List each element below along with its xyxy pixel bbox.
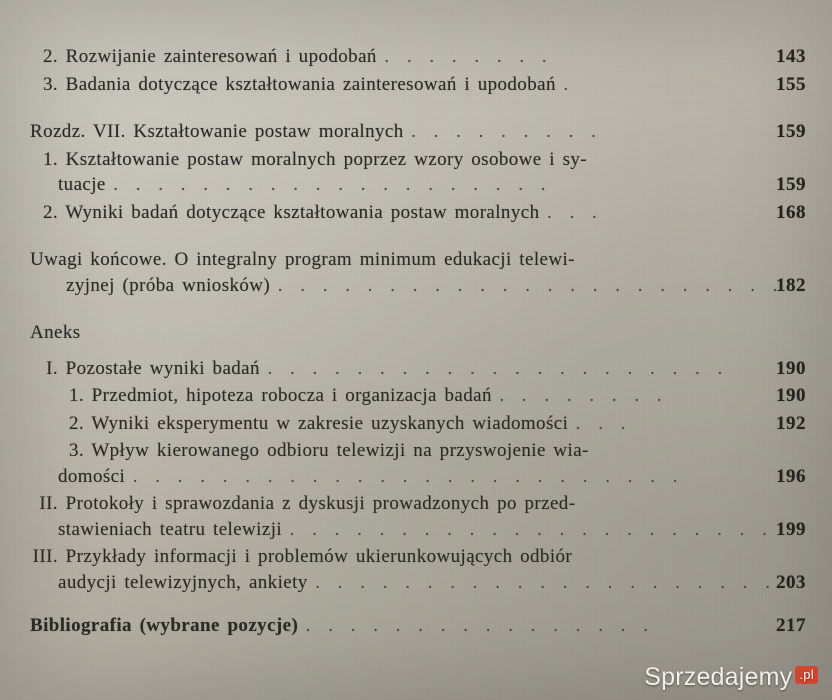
toc-chapter-title: Rozdz. VII. Kształtowanie postaw moralnych xyxy=(30,121,404,142)
leader-dots: . . . . . . . . . . . . . . . . xyxy=(305,615,654,635)
toc-entry xyxy=(30,491,806,542)
toc-line xyxy=(30,438,806,464)
toc-line-continuation xyxy=(30,172,806,198)
toc-title-cont: audycji telewizyjnych, ankiety xyxy=(58,571,308,593)
toc-line xyxy=(30,247,806,273)
toc-line xyxy=(30,200,806,226)
toc-title: Pozostałe wyniki badań xyxy=(65,357,260,379)
toc-line xyxy=(30,383,806,409)
toc-entry xyxy=(30,356,806,382)
toc-title: Protokoły i sprawozdania z dyskusji prowadzonych po przed- xyxy=(65,493,576,514)
toc-page-number: 168 xyxy=(776,201,806,223)
toc-title: Przykłady informacji i problemów ukierunkowujących odbiór xyxy=(65,546,573,567)
toc-page-number: 143 xyxy=(776,46,806,67)
toc-line-continuation xyxy=(30,517,806,543)
toc-page-number: 159 xyxy=(776,121,806,142)
toc-line xyxy=(30,320,806,346)
toc-entry xyxy=(30,44,806,70)
leader-dots: . . . . . . . . . . . . . . . . . . . . . xyxy=(315,571,776,592)
toc-marker: 3. xyxy=(68,440,84,461)
toc-marker: 1. xyxy=(42,148,58,170)
toc-marker: I. xyxy=(46,357,58,379)
toc-line-continuation xyxy=(30,273,806,299)
toc-entry xyxy=(30,247,806,298)
leader-dots: . . . . . . . . xyxy=(499,385,668,405)
toc-title: Kształtowanie postaw moralnych poprzez wzory osobowe i sy- xyxy=(65,148,588,170)
toc-entry-section xyxy=(30,613,806,639)
toc-title: Badania dotyczące kształtowania zainteresowań i upodobań xyxy=(65,73,556,95)
toc-page-number: 159 xyxy=(776,174,806,195)
toc-page-number: 203 xyxy=(776,571,806,593)
toc-marker: III. xyxy=(32,546,58,567)
toc-line xyxy=(30,119,806,145)
toc-section-title: Bibliografia (wybrane pozycje) xyxy=(30,615,299,636)
toc-entry-section xyxy=(30,320,806,346)
toc-marker: 2. xyxy=(68,412,84,434)
leader-dots: . . . . . . . . . . . . . . . . . . . . . xyxy=(267,357,728,378)
toc-entry xyxy=(30,72,806,98)
watermark xyxy=(644,663,818,692)
toc-page-number: 182 xyxy=(776,274,806,296)
toc-entry xyxy=(30,383,806,409)
leader-dots: . . . . . . . . . . . . . . . . . . . . . . xyxy=(289,518,773,539)
toc-title: Rozwijanie zainteresowań i upodobań xyxy=(65,46,377,67)
toc-line xyxy=(30,613,806,639)
toc-title: Uwagi końcowe. O integralny program minimum edukacji telewi- xyxy=(30,249,575,270)
toc-section-title: Aneks xyxy=(30,322,81,343)
toc-page-number: 192 xyxy=(776,412,806,434)
toc-page-number: 196 xyxy=(776,465,806,487)
toc-title: Wyniki badań dotyczące kształtowania postaw moralnych xyxy=(65,201,540,223)
toc-page-number: 190 xyxy=(776,357,806,379)
leader-dots: . . . xyxy=(575,412,631,433)
toc-line xyxy=(30,356,806,382)
toc-entry-chapter xyxy=(30,119,806,145)
toc-marker: 1. xyxy=(68,385,84,406)
toc-title-cont: domości xyxy=(58,465,126,487)
toc-title: Przedmiot, hipoteza robocza i organizacja badań xyxy=(91,385,492,406)
toc-page-number: 155 xyxy=(776,73,806,95)
toc-line xyxy=(30,72,806,98)
leader-dots: . . . . . . . . . . . . . . . . . . . . . . . . . xyxy=(132,465,683,486)
toc-line xyxy=(30,147,806,173)
toc-line-continuation xyxy=(30,570,806,596)
toc-entry xyxy=(30,544,806,595)
watermark-suffix: .pl xyxy=(795,666,818,684)
toc-marker: 3. xyxy=(42,73,58,95)
toc-title-cont: stawieniach teatru telewizji xyxy=(58,518,283,540)
toc-title-cont: zyjnej (próba wniosków) xyxy=(66,274,271,296)
watermark-name: Sprzedajemy xyxy=(644,663,793,691)
leader-dots: . xyxy=(563,73,574,94)
toc-entry xyxy=(30,411,806,437)
toc-line xyxy=(30,411,806,437)
toc-marker: 2. xyxy=(42,46,58,67)
toc-title: Wyniki eksperymentu w zakresie uzyskanych wiadomości xyxy=(91,412,569,434)
leader-dots: . . . . . . . . . . . . . . . . . . . . . . . xyxy=(277,274,783,295)
toc-page-number: 199 xyxy=(776,518,806,540)
toc-entry xyxy=(30,200,806,226)
toc-entry xyxy=(30,438,806,489)
leader-dots: . . . . . . . . . . . . . . . . . . . . xyxy=(113,174,551,194)
toc-line xyxy=(30,44,806,70)
toc-marker: 2. xyxy=(42,201,58,223)
toc-title-cont: tuacje xyxy=(58,174,106,195)
toc-entry xyxy=(30,147,806,198)
toc-line xyxy=(30,544,806,570)
toc-line-continuation xyxy=(30,464,806,490)
table-of-contents xyxy=(30,44,806,639)
toc-page-number: 217 xyxy=(776,615,806,636)
toc-line xyxy=(30,491,806,517)
leader-dots: . . . . . . . . . xyxy=(411,121,602,141)
leader-dots: . . . xyxy=(547,201,603,222)
toc-marker: II. xyxy=(39,493,58,514)
toc-page-number: 190 xyxy=(776,385,806,406)
toc-title: Wpływ kierowanego odbioru telewizji na przyswojenie wia- xyxy=(91,440,589,461)
leader-dots: . . . . . . . . xyxy=(384,46,552,66)
